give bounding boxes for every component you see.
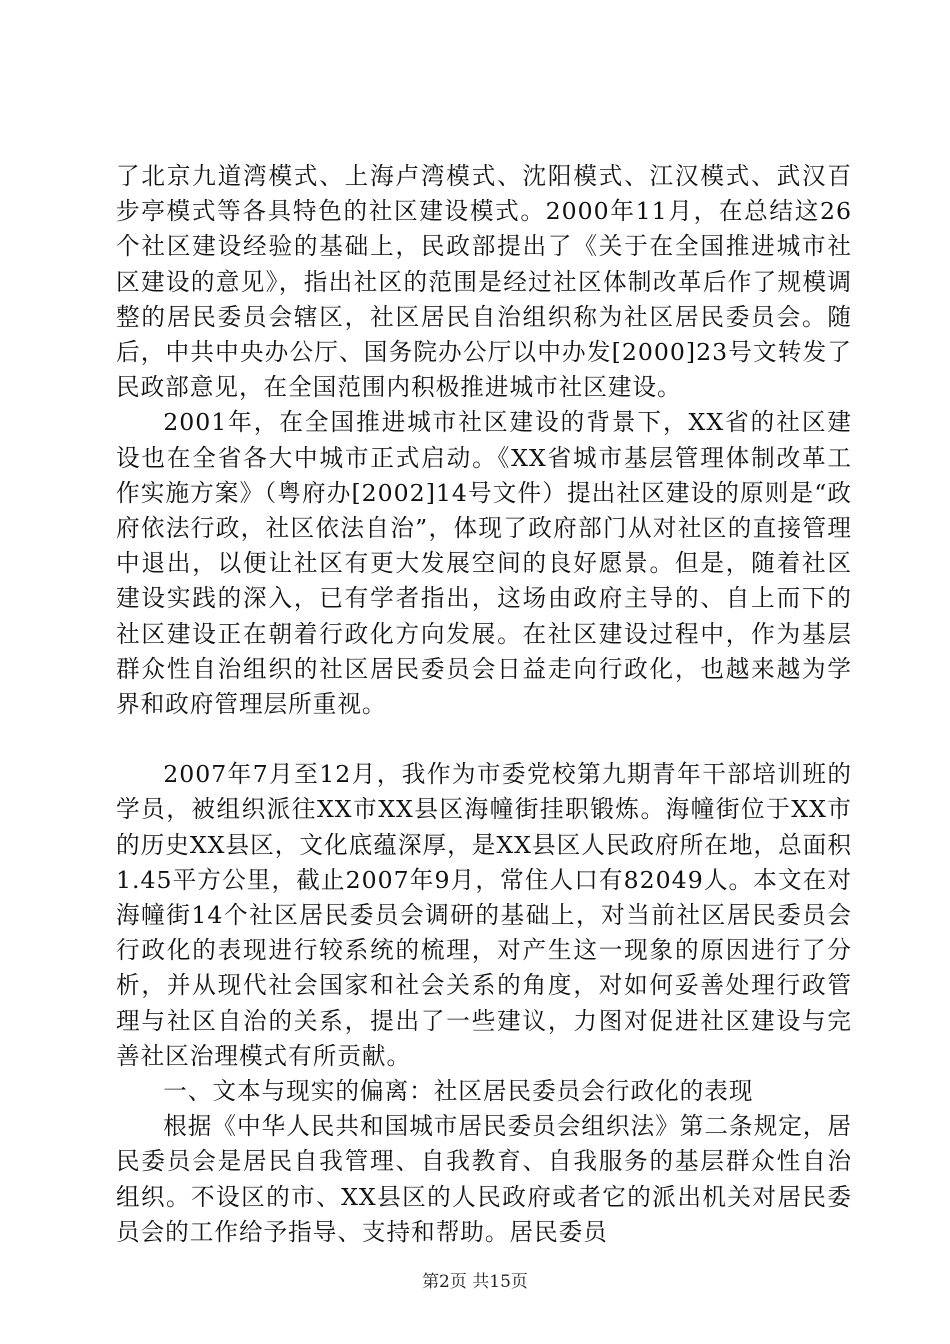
document-body (116, 159, 852, 1250)
paragraph-organization-law: 根据《中华人民共和国城市居民委员会组织法》第二条规定，居民委员会是居民自我管理、自我教育、自我服务的基层群众性自治组织。不设区的市、XX县区的人民政府或者它的派出机关对居民委员会的工作给予指导、支持和帮助。居民委员 (116, 1112, 852, 1246)
paragraph-2001-provincial-launch: 2001年，在全国推进城市社区建设的背景下，XX省的社区建设也在全省各大中城市正式启动。《XX省城市基层管理体制改革工作实施方案》（粤府办[2002]14号文件）提出社区建设的原则是“政府依法行政，社区依法自治”，体现了政府部门从对社区的直接管理中退出，以便让社区有更大发展空间的良好愿景。但是，随着社区建设实践的深入，已有学者指出，这场由政府主导的、自上而下的社区建设正在朝着行政化方向发展。在社区建设过程中，作为基层群众性自治组织的社区居民委员会日益走向行政化，也越来越为学界和政府管理层所重视。 (116, 408, 852, 719)
paragraph-spacer (116, 722, 852, 757)
section-heading-one: 一、文本与现实的偏离：社区居民委员会行政化的表现 (163, 1077, 754, 1106)
paragraph-2007-field-study: 2007年7月至12月，我作为市委党校第九期青年干部培训班的学员，被组织派往XX市XX县区海幢街挂职锻炼。海幢街位于XX市的历史XX县区，文化底蕴深厚，是XX县区人民政府所在地，总面积1.45平方公里，截止2007年9月，常住人口有82049人。本文在对海幢街14个社区居民委员会调研的基础上，对当前社区居民委员会行政化的表现进行较系统的梳理，对产生这一现象的原因进行了分析，并从现代社会国家和社会关系的角度，对如何妥善处理行政管理与社区自治的关系，提出了一些建议，力图对促进社区建设与完善社区治理模式有所贡献。 (116, 760, 852, 1070)
paragraph-continued-intro: 了北京九道湾模式、上海卢湾模式、沈阳模式、江汉模式、武汉百步亭模式等各具特色的社区建设模式。2000年11月，在总结这26个社区建设经验的基础上，民政部提出了《关于在全国推进城市社区建设的意见》，指出社区的范围是经过社区体制改革后作了规模调整的居民委员会辖区，社区居民自治组织称为社区居民委员会。随后，中共中央办公厅、国务院办公厅以中办发[2000]23号文转发了民政部意见，在全国范围内积极推进城市社区建设。 (116, 162, 852, 402)
page-number-footer: 第2页 共15页 (422, 1272, 528, 1292)
